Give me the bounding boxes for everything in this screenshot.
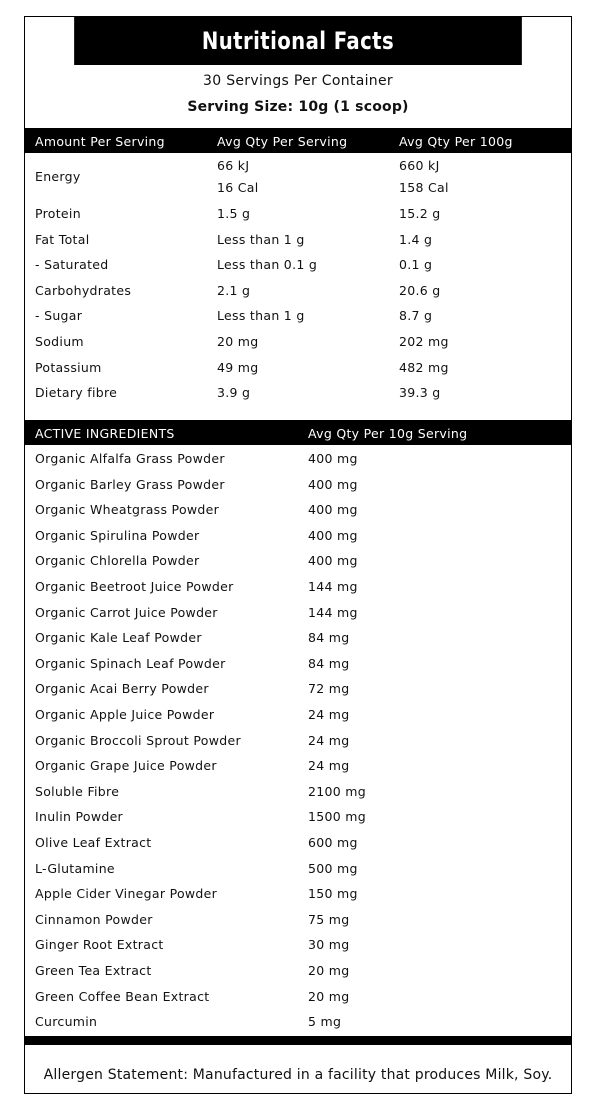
energy-per-100g-cal: 158 Cal xyxy=(399,180,449,195)
ingredient-row xyxy=(25,861,571,879)
nutrition-facts-panel xyxy=(24,16,572,1094)
ingredient-qty: 400 mg xyxy=(308,451,358,466)
ingredient-row xyxy=(25,758,571,776)
nutrition-table-header xyxy=(25,130,571,153)
ingredient-qty: 400 mg xyxy=(308,553,358,569)
ingredient-qty: 24 mg xyxy=(308,707,350,722)
nutrient-per-100g: 20.6 g xyxy=(399,282,441,298)
ingredient-name: Organic Carrot Juice Powder xyxy=(35,604,218,620)
ingredient-qty: 84 mg xyxy=(308,630,350,646)
ingredient-row xyxy=(25,528,571,546)
ingredients-table-header xyxy=(25,422,571,445)
ingredient-row xyxy=(25,451,571,469)
nutrient-per-100g: 8.7 g xyxy=(399,308,433,324)
ingredient-row xyxy=(25,605,571,623)
ingredient-row xyxy=(25,502,571,520)
ingredient-name: Organic Spirulina Powder xyxy=(35,527,200,543)
nutrient-row xyxy=(25,308,571,326)
ingredient-row xyxy=(25,989,571,1007)
ingredient-qty: 500 mg xyxy=(308,860,358,876)
energy-per-100g-kj: 660 kJ xyxy=(399,158,440,173)
ingredient-row xyxy=(25,784,571,802)
energy-label: Energy xyxy=(35,169,81,184)
ingredient-qty: 400 mg xyxy=(308,476,358,492)
ingredient-qty: 24 mg xyxy=(308,758,350,774)
nutrient-row xyxy=(25,334,571,352)
nutrient-name: Fat Total xyxy=(35,231,90,247)
ingredient-name: Soluble Fibre xyxy=(35,783,120,799)
ingredient-name: Organic Chlorella Powder xyxy=(35,553,200,569)
servings-per-container: 30 Servings Per Container xyxy=(203,73,393,89)
ingredient-qty: 20 mg xyxy=(308,988,350,1004)
nutrient-per-serving: 1.5 g xyxy=(217,206,251,221)
nutrient-per-100g: 1.4 g xyxy=(399,231,433,247)
nutrient-per-serving: 20 mg xyxy=(217,334,259,349)
ingredient-name: Green Coffee Bean Extract xyxy=(35,988,210,1004)
ingredient-row xyxy=(25,1014,571,1032)
ingredient-name: Curcumin xyxy=(35,1014,98,1030)
ingredient-qty: 24 mg xyxy=(308,732,350,748)
ingredient-row xyxy=(25,681,571,699)
ingredient-qty: 150 mg xyxy=(308,886,358,902)
ingredient-name: Cinnamon Powder xyxy=(35,911,153,927)
nutrient-name: - Saturated xyxy=(35,257,109,273)
nutrient-per-serving: Less than 0.1 g xyxy=(217,257,318,273)
nutrient-name: Potassium xyxy=(35,359,102,375)
ingredient-qty: 1500 mg xyxy=(308,809,366,825)
serving-size: Serving Size: 10g (1 scoop) xyxy=(187,99,409,115)
ingredient-qty: 72 mg xyxy=(308,681,350,697)
ingredient-name: Ginger Root Extract xyxy=(35,937,164,953)
ingredient-row xyxy=(25,579,571,597)
ingredient-qty: 84 mg xyxy=(308,655,350,671)
header-amount-per-serving: Amount Per Serving xyxy=(35,134,165,149)
energy-per-serving-cal: 16 Cal xyxy=(217,180,259,195)
energy-per-serving-kj: 66 kJ xyxy=(217,158,250,173)
ingredient-qty: 30 mg xyxy=(308,937,350,953)
nutrient-per-serving: Less than 1 g xyxy=(217,231,305,247)
ingredient-row xyxy=(25,937,571,955)
ingredient-qty: 5 mg xyxy=(308,1014,342,1030)
ingredient-name: Organic Acai Berry Powder xyxy=(35,681,209,697)
ingredient-qty: 144 mg xyxy=(308,579,358,594)
nutrient-row xyxy=(25,283,571,301)
ingredient-row xyxy=(25,912,571,930)
header-avg-qty-per-serving: Avg Qty Per Serving xyxy=(217,134,348,149)
ingredient-row xyxy=(25,963,571,981)
nutrient-per-100g: 0.1 g xyxy=(399,257,433,273)
ingredient-row xyxy=(25,835,571,853)
nutrient-per-100g: 202 mg xyxy=(399,334,449,349)
nutrient-row xyxy=(25,206,571,224)
ingredient-row xyxy=(25,477,571,495)
nutrient-per-serving: 49 mg xyxy=(217,359,259,375)
ingredient-qty: 2100 mg xyxy=(308,783,366,799)
ingredient-qty: 400 mg xyxy=(308,527,358,543)
ingredient-qty: 144 mg xyxy=(308,604,358,620)
ingredient-name: Green Tea Extract xyxy=(35,963,152,978)
ingredient-name: Organic Grape Juice Powder xyxy=(35,758,217,774)
ingredient-name: Organic Alfalfa Grass Powder xyxy=(35,451,225,466)
ingredient-name: Organic Apple Juice Powder xyxy=(35,707,215,722)
nutrient-name: Protein xyxy=(35,206,81,221)
nutrient-row xyxy=(25,257,571,275)
nutrient-per-100g: 15.2 g xyxy=(399,206,441,221)
ingredient-row xyxy=(25,809,571,827)
ingredient-qty: 20 mg xyxy=(308,963,350,978)
header-avg-qty-per-100g: Avg Qty Per 100g xyxy=(399,134,513,149)
ingredient-row xyxy=(25,733,571,751)
nutrient-per-100g: 39.3 g xyxy=(399,385,441,401)
ingredient-name: Olive Leaf Extract xyxy=(35,835,152,850)
nutrient-name: Dietary fibre xyxy=(35,385,118,401)
nutrient-name: Carbohydrates xyxy=(35,282,132,298)
ingredient-row xyxy=(25,656,571,674)
ingredient-name: Organic Wheatgrass Powder xyxy=(35,502,220,518)
nutrient-row xyxy=(25,360,571,378)
nutrient-per-100g: 482 mg xyxy=(399,359,449,375)
ingredient-name: Organic Barley Grass Powder xyxy=(35,476,225,492)
ingredient-name: Inulin Powder xyxy=(35,809,124,825)
section-divider xyxy=(25,1036,571,1045)
ingredient-name: Organic Broccoli Sprout Powder xyxy=(35,732,241,748)
header-active-ingredients: ACTIVE INGREDIENTS xyxy=(35,426,175,441)
allergen-statement: Allergen Statement: Manufactured in a facility that produces Milk, Soy. xyxy=(43,1067,553,1083)
ingredient-row xyxy=(25,707,571,725)
nutrient-per-serving: 2.1 g xyxy=(217,282,251,298)
nutrient-name: - Sugar xyxy=(35,308,83,324)
nutrient-per-serving: Less than 1 g xyxy=(217,308,305,324)
ingredient-qty: 600 mg xyxy=(308,835,358,850)
ingredient-row xyxy=(25,886,571,904)
ingredient-row xyxy=(25,553,571,571)
nutrient-row xyxy=(25,232,571,250)
ingredient-name: Organic Beetroot Juice Powder xyxy=(35,579,234,594)
ingredient-name: L-Glutamine xyxy=(35,860,115,876)
panel-title: Nutritional Facts xyxy=(74,17,522,65)
nutrient-name: Sodium xyxy=(35,334,84,349)
ingredient-qty: 400 mg xyxy=(308,502,358,518)
ingredient-qty: 75 mg xyxy=(308,911,350,927)
ingredient-row xyxy=(25,630,571,648)
ingredient-name: Organic Spinach Leaf Powder xyxy=(35,655,226,671)
nutrient-per-serving: 3.9 g xyxy=(217,385,251,401)
nutrient-row xyxy=(25,385,571,403)
header-avg-qty-per-10g-serving: Avg Qty Per 10g Serving xyxy=(308,426,468,441)
ingredient-name: Apple Cider Vinegar Powder xyxy=(35,886,218,902)
energy-row xyxy=(25,156,571,200)
ingredient-name: Organic Kale Leaf Powder xyxy=(35,630,202,646)
